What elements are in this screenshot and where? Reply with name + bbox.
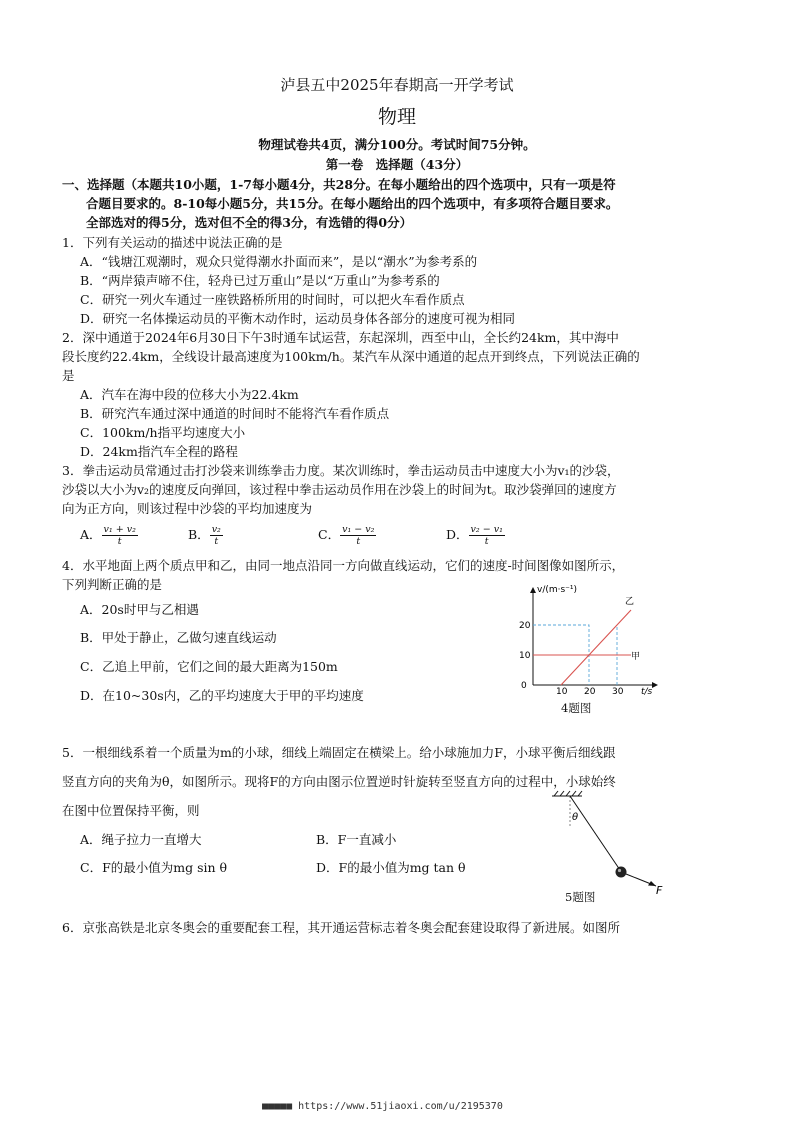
series-label-0: 甲 <box>631 652 641 662</box>
q5-option-b: B．F一直减小 <box>316 832 397 847</box>
y-tick-label-0: 10 <box>519 651 531 661</box>
q2-option-d: D．24km指汽车全程的路程 <box>80 444 238 459</box>
q2-option-a: A．汽车在海中段的位移大小为22.4km <box>80 387 299 402</box>
section-instructions-line1: 一、选择题（本题共10小题，1-7每小题4分，共28分。在每小题给出的四个选项中，只有一项是符 <box>62 177 616 192</box>
q2-option-b: B．研究汽车通过深中通道的时间时不能将汽车看作质点 <box>80 406 390 421</box>
x-tick-label-2: 30 <box>612 687 624 697</box>
string <box>570 796 620 870</box>
q1-option-a: A．“钱塘江观潮时，观众只觉得潮水扑面而来”，是以“潮水”为参考系的 <box>80 254 478 269</box>
q3-option-d <box>446 524 505 547</box>
q1-option-b: B．“两岸猿声啼不住，轻舟已过万重山”是以“万重山”为参考系的 <box>80 273 440 288</box>
q5-option-a: A．绳子拉力一直增大 <box>80 832 202 847</box>
q3-option-a <box>80 524 138 547</box>
ball <box>616 867 627 878</box>
series-line-1 <box>561 610 631 685</box>
series-label-1: 乙 <box>625 597 635 607</box>
q4-option-c: C．乙追上甲前，它们之间的最大距离为150m <box>80 659 338 674</box>
q3-option-b-label: B． <box>188 527 210 542</box>
q5-stem-line2: 竖直方向的夹角为θ，如图所示。现将F的方向由图示位置逆时针旋转至竖直方向的过程中，小球始终 <box>62 774 616 789</box>
q3-option-c <box>318 524 376 547</box>
part-heading: 第一卷 选择题（43分） <box>325 157 469 172</box>
q5-pendulum-figure <box>548 790 678 900</box>
q5-stem-line3: 在图中位置保持平衡，则 <box>62 803 200 818</box>
q3-option-c-denominator: t <box>356 536 361 547</box>
q5-figure-caption: 5题图 <box>565 890 596 904</box>
q3-option-a-fraction <box>102 524 138 547</box>
q3-option-b-denominator: t <box>214 536 219 547</box>
q5-option-d: D．F的最小值为mg tan θ <box>316 860 466 875</box>
x-tick-label-1: 20 <box>584 687 596 697</box>
section-instructions-line2: 合题目要求的。8-10每小题5分，共15分。在每小题给出的四个选项中，有多项符合题目要求。 <box>86 196 619 211</box>
footer-watermark <box>262 1101 503 1112</box>
q3-option-d-numerator: v₂ − v₁ <box>470 524 503 535</box>
q3-option-d-fraction <box>469 524 505 547</box>
q4-option-a: A．20s时甲与乙相遇 <box>80 602 199 617</box>
ball-highlight <box>618 869 621 872</box>
q4-option-d: D．在10~30s内，乙的平均速度大于甲的平均速度 <box>80 688 364 703</box>
q2-stem-line1: 2．深中通道于2024年6月30日下午3时通车试运营，东起深圳，西至中山，全长约24km，其中海中 <box>62 330 619 345</box>
footer-url[interactable]: https://www.51jiaoxi.com/u/2195370 <box>298 1101 503 1112</box>
q6-stem-line1: 6．京张高铁是北京冬奥会的重要配套工程，其开通运营标志着冬奥会配套建设取得了新进展。如图所 <box>62 920 620 935</box>
q2-stem-line2: 段长度约22.4km，全线设计最高速度为100km/h。某汽车从深中通道的起点开到终点，下列说法正确的 <box>62 349 640 364</box>
theta-label: θ <box>572 812 579 823</box>
q1-option-c: C．研究一列火车通过一座铁路桥所用的时间时，可以把火车看作质点 <box>80 292 465 307</box>
exam-title: 泸县五中2025年春期高一开学考试 <box>280 76 514 94</box>
q3-option-b-numerator: v₂ <box>211 524 221 535</box>
q4-vt-chart <box>505 580 665 720</box>
q5-option-c: C．F的最小值为mg sin θ <box>80 860 228 875</box>
q1-option-d: D．研究一名体操运动员的平衡木动作时，运动员身体各部分的速度可视为相同 <box>80 311 516 326</box>
force-label: F <box>656 884 663 897</box>
q2-option-c: C．100km/h指平均速度大小 <box>80 425 246 440</box>
q3-option-c-fraction <box>340 524 376 547</box>
subject-title: 物理 <box>377 106 416 128</box>
x-tick-label-0: 10 <box>556 687 568 697</box>
q1-stem: 1．下列有关运动的描述中说法正确的是 <box>62 235 283 250</box>
q5-stem-line1: 5．一根细线系着一个质量为m的小球，细线上端固定在横梁上。给小球施加力F，小球平衡后细线跟 <box>62 745 616 760</box>
q3-stem-line2: 沙袋以大小为v₂的速度反向弹回，该过程中拳击运动员作用在沙袋上的时间为t。取沙袋弹回的速度方 <box>62 482 617 497</box>
exam-info: 物理试卷共4页，满分100分。考试时间75分钟。 <box>258 137 536 152</box>
q3-option-a-denominator: t <box>117 536 122 547</box>
origin-label: 0 <box>521 681 527 691</box>
q3-option-b <box>188 524 223 547</box>
q4-option-b: B．甲处于静止，乙做匀速直线运动 <box>80 630 277 645</box>
q3-option-a-numerator: v₁ + v₂ <box>103 524 136 535</box>
footer-prefix: ■■■■■ <box>262 1101 293 1112</box>
q3-stem-line1: 3．拳击运动员常通过击打沙袋来训练拳击力度。某次训练时，拳击运动员击中速度大小为v₁的沙袋， <box>62 463 620 478</box>
q3-option-d-denominator: t <box>484 536 489 547</box>
q3-option-b-fraction <box>210 524 223 547</box>
q2-stem-line3: 是 <box>62 368 75 383</box>
q4-stem-line1: 4．水平地面上两个质点甲和乙，由同一地点沿同一方向做直线运动，它们的速度-时间图像如图所示， <box>62 558 625 573</box>
section-instructions-line3: 全部选对的得5分，选对但不全的得3分，有选错的得0分） <box>86 215 413 230</box>
ceiling-hatch <box>552 791 582 796</box>
q3-option-a-label: A． <box>80 527 102 542</box>
q3-option-d-label: D． <box>446 527 469 542</box>
q4-figure-caption: 4题图 <box>561 701 592 715</box>
q3-option-c-label: C． <box>318 527 341 542</box>
y-axis-label: v/(m·s⁻¹) <box>537 585 578 595</box>
q4-stem-line2: 下列判断正确的是 <box>62 577 163 592</box>
x-axis-label: t/s <box>641 687 653 697</box>
q3-stem-line3: 向为正方向，则该过程中沙袋的平均加速度为 <box>62 501 313 516</box>
q3-option-c-numerator: v₁ − v₂ <box>342 524 375 535</box>
y-tick-label-1: 20 <box>519 621 531 631</box>
